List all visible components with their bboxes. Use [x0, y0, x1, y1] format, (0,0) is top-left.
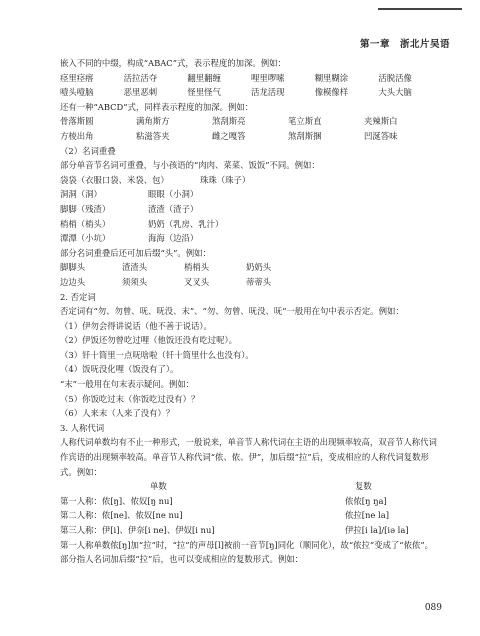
paragraph: 人称代词单数均有不止一种形式，一般说来，单音节人称代词在主语的出现频率较高，双音节人称代词作宾语的出现频率较高。单音节人称代词“侬、侬、伊”，加后缀“拉”后，变成相应的人称代词复数形式。例如： [60, 437, 437, 477]
example-sentence: （6）人来末（人来了没有）？ [60, 408, 175, 419]
page-body [60, 56, 442, 567]
section-heading: 2. 否定词 [60, 291, 96, 302]
paragraph: 部分指人名词加后缀“拉”后，也可以变成相应的复数形式。例如： [60, 554, 304, 565]
word-row: 脚脚头 渣渣头 梢梢头 奶奶头 [60, 262, 272, 273]
word-row: 袋袋（衣服口袋、米袋、包） 珠珠（珠子） [60, 174, 251, 185]
section-heading: （2）名词重叠 [60, 145, 116, 156]
header-rule [378, 8, 462, 10]
paragraph: 部分名词重叠后还可加后缀“头”。例如： [60, 247, 211, 258]
page-number: 089 [424, 603, 442, 613]
word-row: 骨落斯圆 满角斯方 煞刮斯亮 笔立斯直 夹辣斯白 [60, 116, 398, 127]
paragraph: 第一人称单数侬[ŋ]加“拉”时，“拉”的声母[l]被前一音节[ŋ]同化（顺同化），故“侬拉”变成了“侬侬”。 [60, 539, 434, 550]
section-heading: 3. 人称代词 [60, 422, 105, 433]
example-sentence: （1）伊勿会得讲说话（他不善于说话）。 [60, 320, 212, 331]
word-row: 梢梢（梢头） 奶奶（乳房、乳汁） [60, 218, 224, 229]
paragraph: 否定词有“勿、勿曾、呒、呒没、末”、“勿、勿曾、呒没、呒”一般用在句中表示否定。例如： [60, 306, 404, 317]
paragraph: 还有一种“ABCD”式，同样表示程度的加深。例如： [60, 101, 254, 112]
pronoun-row: 第二人称：侬[ne]、侬奴[ne nu] 侬拉[ne la] [60, 510, 389, 521]
paragraph: 嵌入不同的中缀，构成“ABAC”式，表示程度的加深。例如： [60, 58, 286, 68]
word-row: 噎头噎脑 恶里恶刺 怪里怪气 活龙活现 像模像样 大头大脑 [60, 87, 412, 98]
word-row: 洞洞（洞） 眼眼（小洞） [60, 189, 199, 200]
word-row: 痉里痉瘩 活拉活夺 翻里翻缠 哩里啰嗦 糊里糊涂 活脱活像 [60, 72, 412, 83]
word-row: 潭潭（小坑） 海海（边沿） [60, 233, 199, 244]
word-row: 脚脚（残渣） 渣渣（渣子） [60, 203, 199, 214]
paragraph: “末”一般用在句末表示疑问。例如： [60, 379, 195, 390]
example-sentence: （3）钎十筒里一点呒啥啦（钎十筒里什么也没有）。 [60, 349, 254, 360]
pronoun-row: 第一人称：侬[ŋ]、侬奴[ŋ nu] 侬侬[ŋ ŋa] [60, 495, 387, 506]
paragraph: 部分单音节名词可重叠，与小孩语的“肉肉、菜菜、饭饭”不同。例如： [60, 160, 320, 171]
word-row: 方棱出角 粘滋答夹 雌之嘎答 煞刮斯捆 凹涎答味 [60, 130, 398, 141]
example-sentence: （4）饭呒没化哩（饭没有了）。 [60, 364, 179, 375]
chapter-header: 第一章 浙北片吴语 [359, 39, 450, 50]
word-row: 边边头 须须头 叉叉头 蒂蒂头 [60, 276, 272, 287]
example-sentence: （5）你饭吃过末（你饭吃过没有）？ [60, 393, 200, 404]
example-sentence: （2）伊饭还勿曾吃过哩（他饭还没有吃过呢）。 [60, 335, 238, 346]
pronoun-row: 第三人称：伊[i]、伊奈[i ne]、伊奴[i nu] 伊拉[i la]/[iə la] [60, 525, 409, 535]
pronoun-table-head: 单数 复数 [150, 481, 372, 492]
